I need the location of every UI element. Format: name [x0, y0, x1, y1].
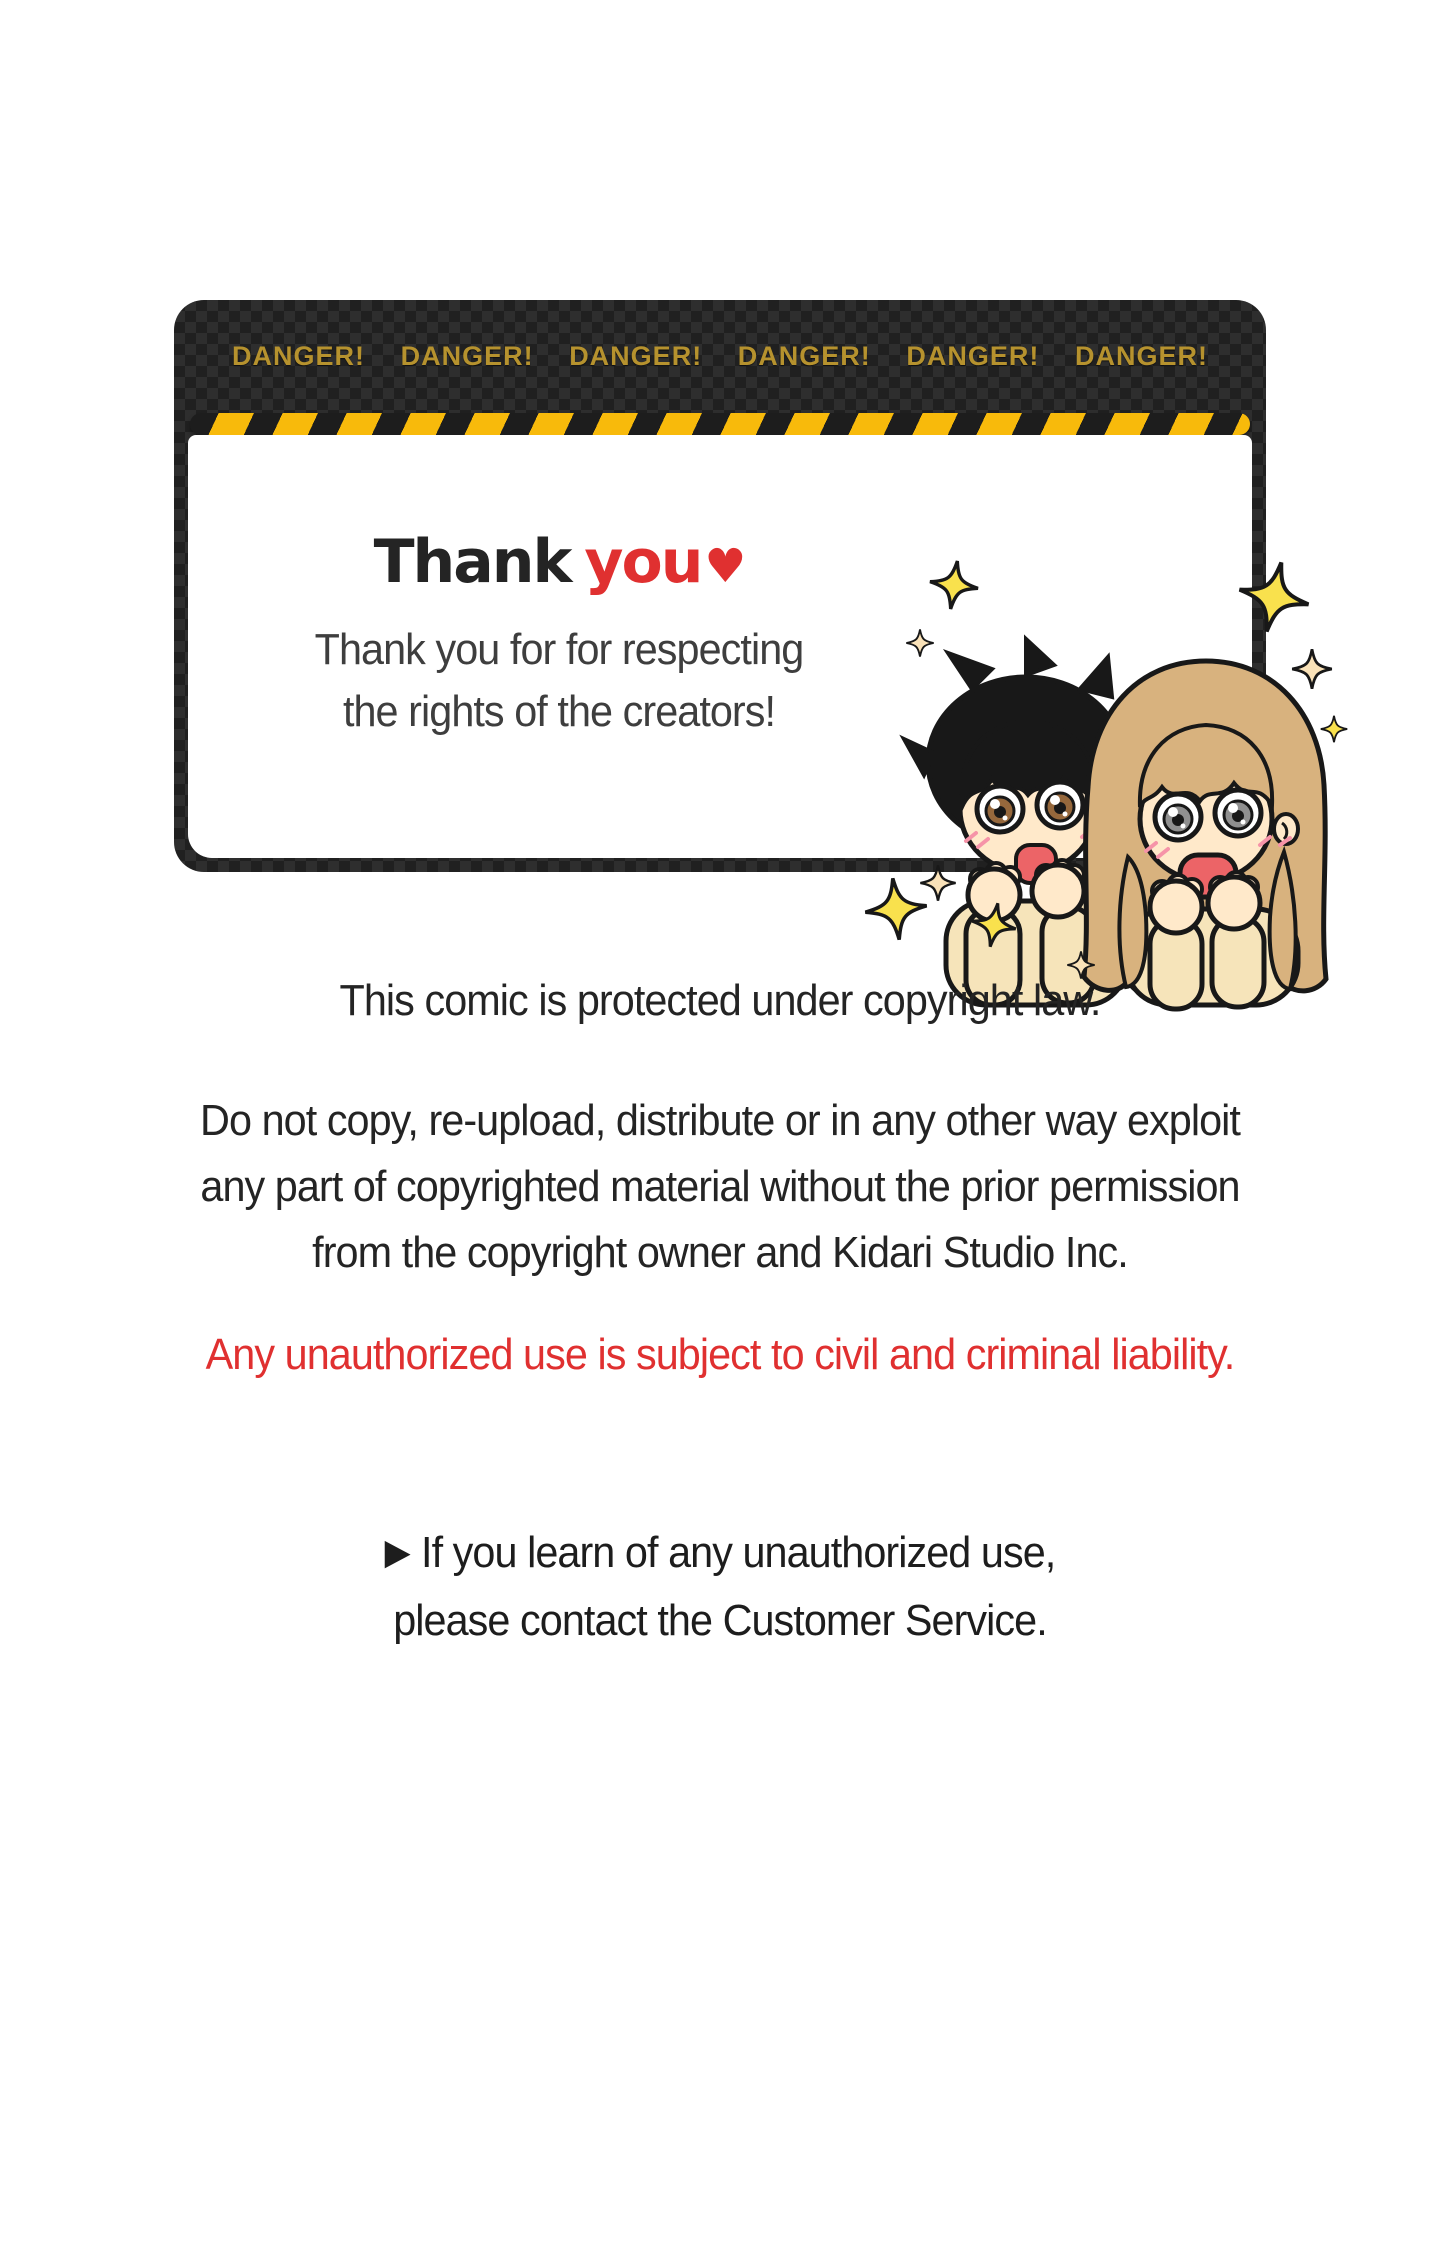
danger-card [174, 300, 1266, 872]
you-word: you [584, 527, 702, 597]
copyright-notice: This comic is protected under copyright law. [339, 976, 1101, 1025]
danger-label: DANGER! [569, 341, 703, 371]
couple-illustration [876, 557, 1360, 1009]
prohibition-line: from the copyright owner and Kidari Studio Inc. [312, 1228, 1128, 1277]
thank-you-block [194, 527, 924, 743]
contact-line-text: If you learn of any unauthorized use, [421, 1528, 1056, 1577]
danger-label: DANGER! [737, 341, 871, 371]
sparkle-icon [1292, 649, 1332, 689]
sparkle-icon [906, 629, 933, 656]
thank-you-subtitle [216, 619, 902, 743]
sparkle-icon [920, 865, 955, 900]
danger-banner [174, 300, 1266, 413]
sparkle-icon [1232, 555, 1315, 638]
card-body [188, 435, 1252, 858]
prohibition-line: Do not copy, re-upload, distribute or in any other way exploit [200, 1096, 1240, 1145]
danger-label: DANGER! [400, 341, 534, 371]
danger-label: DANGER! [232, 341, 365, 371]
contact-line [43, 1520, 1397, 1588]
liability-warning: Any unauthorized use is subject to civil and criminal liability. [205, 1330, 1235, 1379]
contact-instruction [43, 1520, 1397, 1654]
heart-icon: ♥ [704, 540, 745, 594]
play-icon: ▶ [384, 1531, 410, 1572]
caution-tape-stripe [190, 413, 1250, 435]
sparkle-icon [927, 558, 982, 613]
prohibition-line: any part of copyrighted material without the prior permission [200, 1162, 1240, 1211]
danger-label: DANGER! [906, 341, 1040, 371]
sparkle-icon [1321, 716, 1347, 742]
thank-you-title [194, 527, 924, 597]
prohibition-notice [43, 1088, 1397, 1286]
girl-character [1084, 661, 1326, 1009]
thank-word: Thank [373, 527, 571, 597]
subtitle-line: Thank you for for respecting [314, 625, 804, 674]
contact-line: please contact the Customer Service. [393, 1596, 1047, 1645]
subtitle-line: the rights of the creators! [342, 687, 776, 736]
sparkle-icon [862, 875, 930, 943]
danger-label: DANGER! [1074, 341, 1208, 371]
